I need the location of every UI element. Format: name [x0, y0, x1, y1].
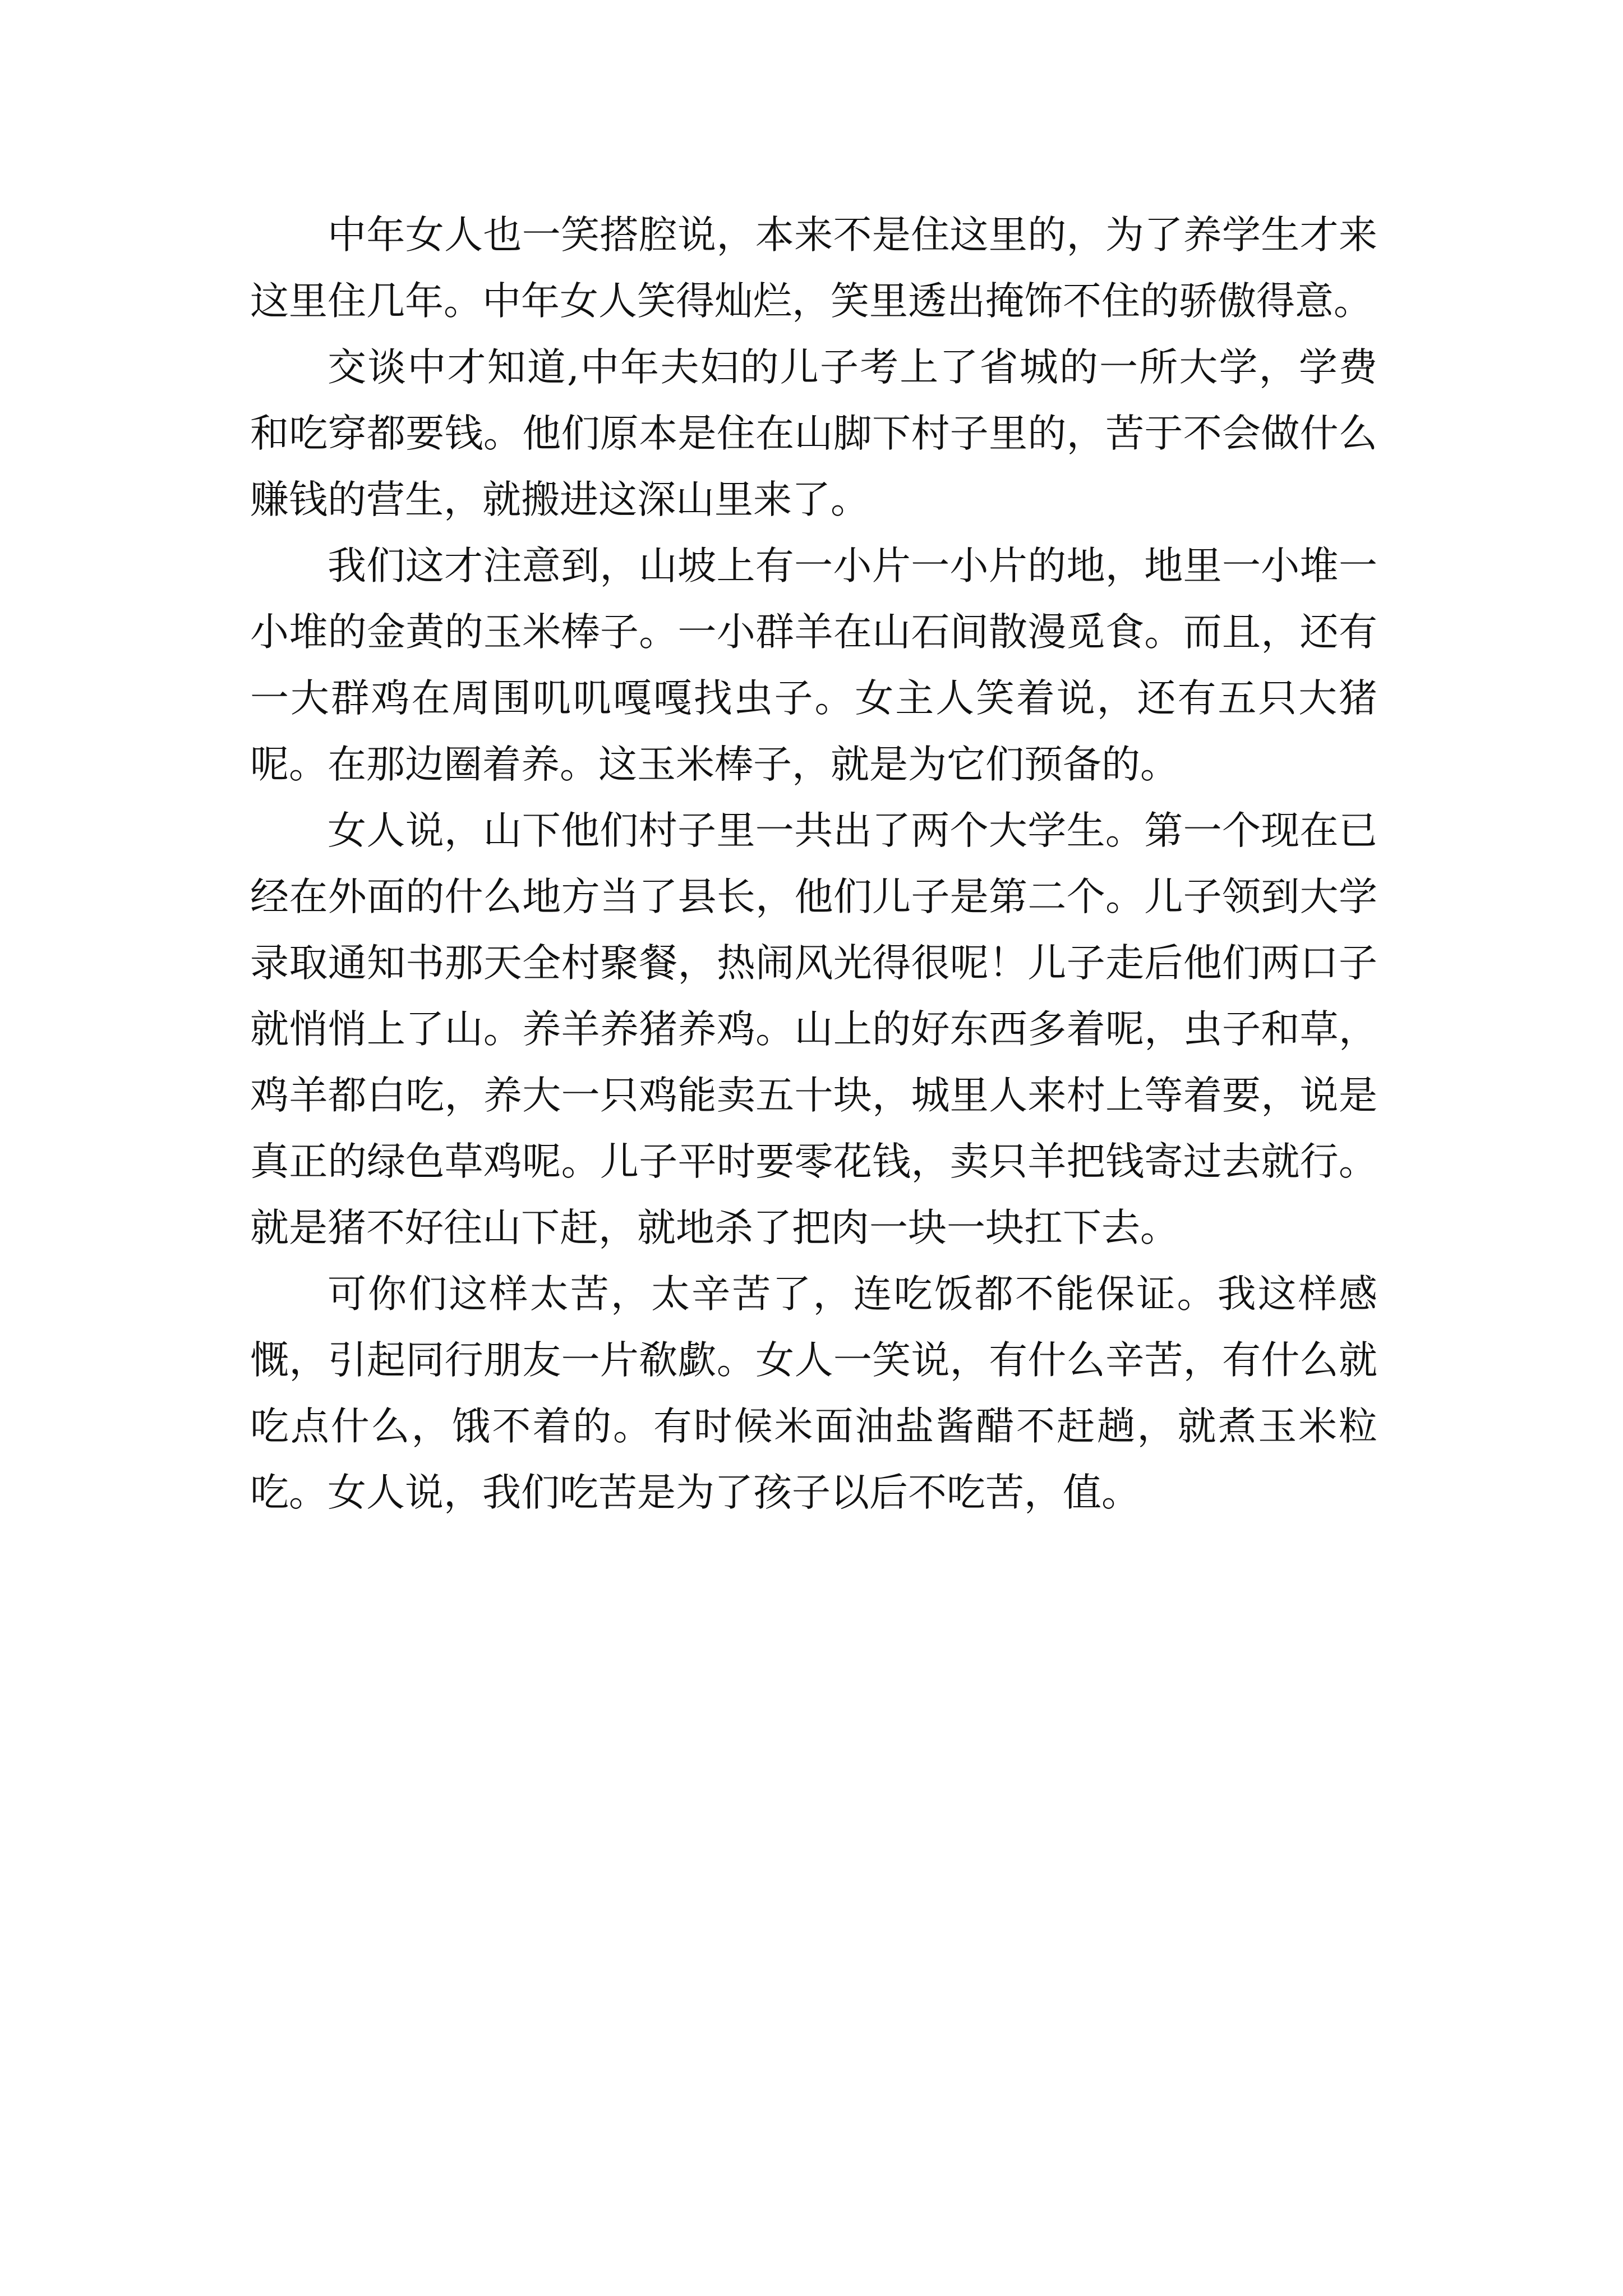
- paragraph-2: 交谈中才知道,中年夫妇的儿子考上了省城的一所大学，学费和吃穿都要钱。他们原本是住在山脚下村子里的，苦于不会做什么赚钱的营生，就搬进这深山里来了。: [250, 345, 1377, 522]
- paragraph-3: 我们这才注意到，山坡上有一小片一小片的地，地里一小堆一小堆的金黄的玉米棒子。一小群羊在山石间散漫觅食。而且，还有一大群鸡在周围叽叽嘎嘎找虫子。女主人笑着说，还有五只大猪呢。在那边圈着养。这玉米棒子，就是为它们预备的。: [250, 544, 1377, 787]
- article-body: [250, 202, 1377, 1526]
- paragraph-4: 女人说，山下他们村子里一共出了两个大学生。第一个现在已经在外面的什么地方当了县长，他们儿子是第二个。儿子领到大学录取通知书那天全村聚餐，热闹风光得很呢！儿子走后他们两口子就悄悄上了山。养羊养猪养鸡。山上的好东西多着呢，虫子和草，鸡羊都白吃，养大一只鸡能卖五十块，城里人来村上等着要，说是真正的绿色草鸡呢。儿子平时要零花钱，卖只羊把钱寄过去就行。就是猪不好往山下赶，就地杀了把肉一块一块扛下去。: [250, 808, 1377, 1250]
- paragraph-5: 可你们这样太苦，太辛苦了，连吃饭都不能保证。我这样感慨，引起同行朋友一片欷歔。女人一笑说，有什么辛苦，有什么就吃点什么，饿不着的。有时候米面油盐酱醋不赶趟，就煮玉米粒吃。女人说，我们吃苦是为了孩子以后不吃苦，值。: [250, 1272, 1377, 1515]
- paragraph-1: 中年女人也一笑搭腔说，本来不是住这里的，为了养学生才来这里住几年。中年女人笑得灿烂，笑里透出掩饰不住的骄傲得意。: [250, 213, 1377, 324]
